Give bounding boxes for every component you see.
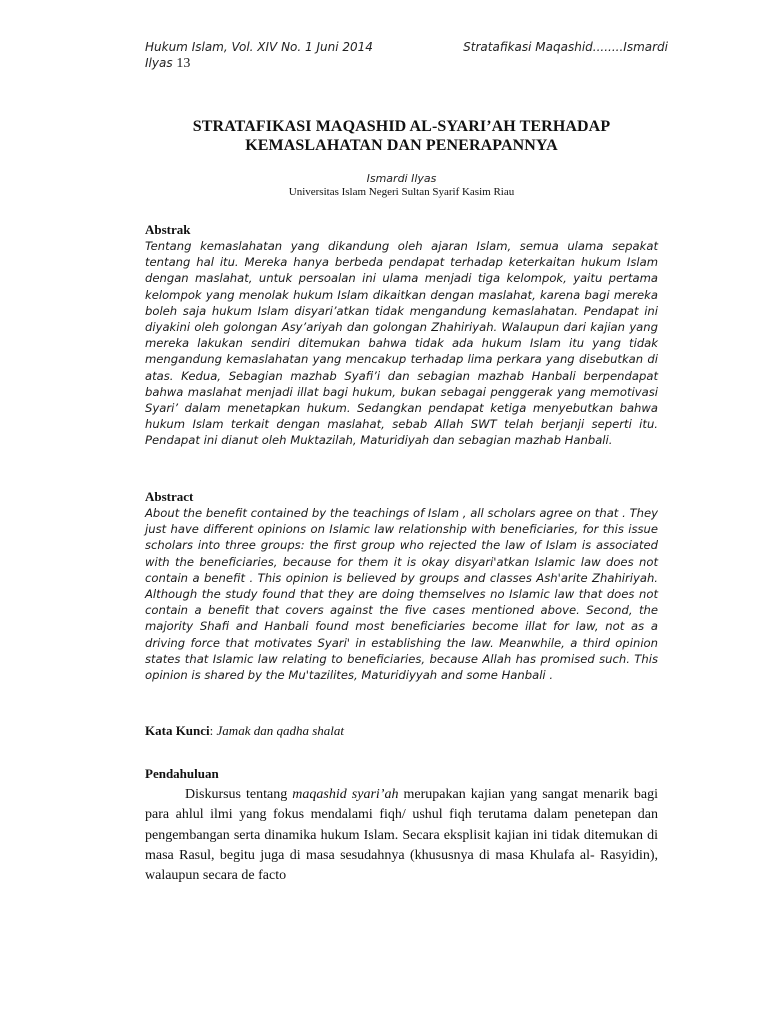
abstrak-body xyxy=(145,238,658,449)
pendahuluan-body xyxy=(145,785,658,886)
paper-title xyxy=(145,117,658,155)
paragraph-lead: Diskursus tentang xyxy=(185,787,288,802)
page-number: 13 xyxy=(176,56,191,71)
abstract-body xyxy=(145,505,658,683)
abstract-text: About the benefit contained by the teachings of Islam , all scholars agree on that . They just have different opinions on Islamic law relationship with beneficiaries, for this issue scholars into three groups: the first group who rejected the law of Islam is associated with the beneficiaries, because for them it is okay disyari'atkan Islamic law does not contain a benefit . This opinion is believed by groups and classes Ash'arite Zhahiriyah. Although the study found that they are doing themselves no Islamic law that does not contain a benefit that covers against the five cases mentioned above. Second, the majority Shafi and Hanbali found most beneficiaries become illat for law, not as a driving force that motivates Syari' in establishing the law. Meanwhile, a third opinion states that Islamic law relating to beneficiaries, because Allah has promised such. This opinion is shared by the Mu'tazilites, Maturidiyyah and some Hanbali . xyxy=(145,506,658,683)
header-second-line xyxy=(145,56,190,72)
title-line: STRATAFIKASI MAQASHID AL-SYARI’AH TERHADAP xyxy=(192,118,611,135)
abstract-heading: Abstract xyxy=(145,489,194,504)
author-affiliation: Universitas Islam Negeri Sultan Syarif Kasim Riau xyxy=(288,186,515,198)
running-title: Stratafikasi Maqashid........Ismardi xyxy=(463,40,668,54)
journal-header: Hukum Islam, Vol. XIV No. 1 Juni 2014 xyxy=(145,40,373,54)
pendahuluan-heading: Pendahuluan xyxy=(145,766,219,781)
author-short: Ilyas xyxy=(145,56,173,70)
author-name: Ismardi Ilyas xyxy=(366,172,437,185)
abstrak-text: Tentang kemaslahatan yang dikandung oleh ajaran Islam, semua ulama sepakat tentang hal itu. Mereka hanya berbeda pendapat terhadap keterkaitan hukum Islam dengan maslahat, untuk persoalan ini ulama menjadi tiga kelompok, yaitu pertama kelompok yang menolak hukum Islam dikaitkan dengan maslahat, karena bagi mereka boleh saja hukum Islam disyari’atkan tidak mengandung kemaslahatan. Pendapat ini diyakini oleh golongan Asy’ariyah dan golongan Zhahiriyah. Walaupun dari kajian yang mereka lakukan sendiri ditemukan bahwa tidak ada hukum Islam itu yang tidak mengandung kemaslahatan yang mencakup terhadap lima perkara yang disebutkan di atas. Kedua, Sebagian mazhab Syafi’i dan sebagian mazhab Hanbali berpendapat bahwa maslahat menjadi illat bagi hukum, bukan sebagai penggerak yang memotivasi Syari’ dalam menetapkan hukum. Sedangkan pendapat ketiga menyebutkan bahwa hukum Islam terkait dengan maslahat, sebab Allah SWT telah berjanji seperti itu. Pendapat ini dianut oleh Muktazilah, Maturidiyah dan sebagian mazhab Hanbali. xyxy=(145,239,658,448)
paragraph-term: maqashid syari’ah xyxy=(292,787,399,802)
title-line: KEMASLAHATAN DAN PENERAPANNYA xyxy=(245,137,558,154)
pendahuluan-paragraph xyxy=(145,785,658,886)
keywords-label: Kata Kunci xyxy=(145,723,210,738)
keywords xyxy=(145,723,344,739)
abstrak-heading: Abstrak xyxy=(145,222,191,237)
keywords-colon: : xyxy=(209,723,214,738)
keywords-value: Jamak dan qadha shalat xyxy=(216,723,344,738)
paragraph-rest: merupakan kajian yang sangat menarik bagi para ahlul ilmi yang fokus mendalami fiqh/ ushul fiqh terutama dalam penetepan dan pengembangan serta dinamika hukum Islam. Secara eksplisit kajian ini tidak ditemukan di masa Rasul, begitu juga di masa sesudahnya (khususnya di masa Khulafa al- Rasyidin), walaupun secara de facto xyxy=(145,787,659,884)
